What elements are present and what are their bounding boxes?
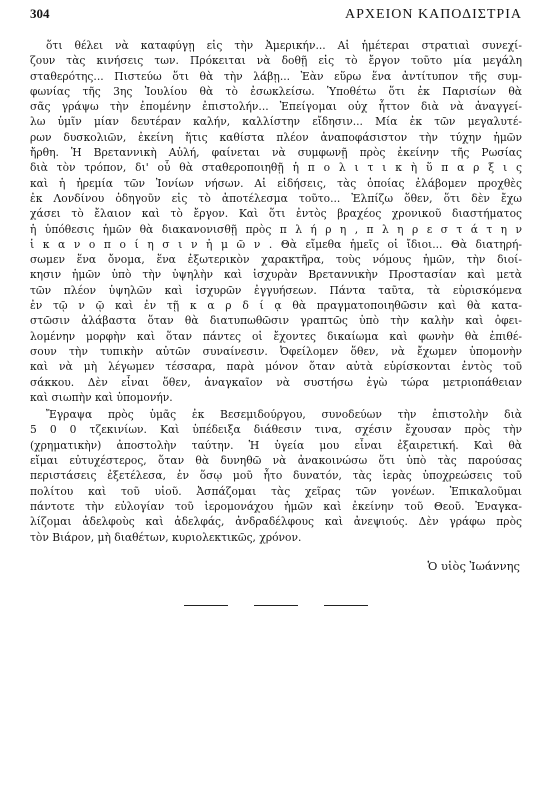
text-line: σταθερότης... Πιστεύω ὅτι θὰ τὴν λάβῃ... Ἐὰν εὕρω ἕνα ἀντίτυπον τῆς συμ- — [30, 69, 522, 83]
end-ornament — [30, 605, 522, 606]
text-line: στῶσιν ἀλάβαστα ὅταν θὰ διατυπωθῶσιν γραπτῶς ὑπὸ τὴν καλὴν καὶ ὀφει- — [30, 314, 522, 328]
text-line: εἴμαι εὐτυχέστερος, ὅταν θὰ δυνηθῶ νὰ ἀνακοινώσω ὅτι ὑπὸ τὰς παρούσας — [30, 454, 522, 468]
text-line: διὰ τὸν τρόπον, δι' οὗ θὰ σταθεροποιηθῇ ἡ π ο λ ι τ ι κ ὴ ὕ π α ρ ξ ι ς — [30, 161, 522, 175]
text-line: ἱ κ α ν ο π ο ί η σ ι ν ἡ μ ῶ ν . Θὰ εἴμεθα ἡμεῖς οἱ ἴδιοι... Θὰ διατηρή- — [30, 237, 522, 251]
text-line: φωνίας τῆς 3ης Ἰουλίου θὰ τὸ ἐσωκλείσω. Ὑποθέτω ὅτι ἐκ Παρισίων θὰ — [30, 84, 522, 98]
letter-paragraph-1 — [30, 38, 522, 405]
end-rule — [254, 605, 298, 606]
text-line: πάντοτε τὴν εὐλογίαν τοῦ ἱερομονάχου ἡμῶν καὶ ἐκείνην τοῦ Θεοῦ. Ἐναγκα- — [30, 499, 522, 513]
text-line: 5 0 0 τζεκινίων. Καὶ ὑπέδειξα διάθεσιν τινα, σχέσιν ἔχουσαν πρὸς τὴν — [30, 423, 522, 437]
text-line: καὶ νὰ μὴ λέγωμεν τέσσαρα, παρὰ μόνον ὅταν αὐτὰ εὑρίσκονται ἐντὸς τοῦ — [30, 360, 522, 374]
text-line: (χρηματικὴν) ἀποστολὴν ταύτην. Ἡ ὑγεία μου εἶναι ἐξαιρετική. Καὶ θὰ — [30, 438, 522, 452]
text-line: σουν τὴν τυπικὴν αὐτῶν συναίνεσιν. Ὀφείλομεν ὅθεν, νὰ ἔχωμεν ὑπομονὴν — [30, 344, 522, 358]
text-line: λω ὑμῖν μίαν δευτέραν καλήν, καλλίστην εἴδησιν... Μία ἐκ τῶν μεγαλυτέ- — [30, 115, 522, 129]
text-line: καὶ σιωπὴν καὶ ὑπομονήν. — [30, 390, 173, 404]
text-line: κησιν ἡμῶν ὑπὸ τὴν ὑψηλὴν καὶ ἰσχυρὰν Βρεταννικὴν Προστασίαν καὶ μετὰ — [30, 268, 522, 282]
text-line: καὶ ἡ ἠρεμία τῶν Ἰονίων νήσων. Αἱ εἰδήσεις, τὰς ὁποίας ἐλάβομεν προχθὲς — [30, 176, 522, 190]
signature: Ὁ υἱὸς Ἰωάννης — [427, 558, 520, 573]
text-line: σᾶς γράψω τὴν ἐπομένην ἐπιστολήν... Ἐπείγομαι οὐχ ἧττον διὰ νὰ ἀναγγεί- — [30, 100, 522, 114]
text-line: ἐκ Λονδίνου ὁδηγοῦν εἰς τὸ ἀποτέλεσμα τοῦτο... Ἐλπίζω ὅθεν, ὅτι δὲν ἔχω — [30, 191, 522, 205]
page-number: 304 — [30, 6, 50, 21]
text-line: τῶν πλέον ὑψηλῶν καὶ ἰσχυρῶν ἐγγυήσεων. Πάντα ταῦτα, τὰ εὑρισκόμενα — [30, 283, 522, 297]
end-rule — [184, 605, 228, 606]
text-line: ὅτι θέλει νὰ καταφύγῃ εἰς τὴν Ἀμερικήν... Αἱ ἡμέτεραι στρατιαὶ συνεχί- — [46, 39, 522, 52]
letter-paragraph-2 — [30, 407, 522, 545]
text-line: λομένην μορφὴν καὶ ὅταν πάντες οἱ ἔχοντες δικαίωμα καὶ φωνὴν θὰ ἐπιθέ- — [30, 329, 522, 343]
end-rule — [324, 605, 368, 606]
text-line: πολίτου καὶ τοῦ υἱοῦ. Ἀσπάζομαι τὰς χεῖρας τῶν γονέων. Ἐπικαλοῦμαι — [30, 484, 522, 498]
text-line: περιστάσεις ἐξετέλεσα, ἐν ὅσῳ μοῦ ἦτο δυνατόν, τὰς ἱερὰς ὑποχρεώσεις τοῦ — [30, 469, 522, 483]
text-line: ἡ ὑπόθεσις ἡμῶν θὰ διακανονισθῇ πρὸς π λ ή ρ η , π λ η ρ ε σ τ ά τ η ν — [30, 222, 522, 236]
text-line: Ἔγραψα πρὸς ὑμᾶς ἐκ Βεσεμιδούργου, συνοδεύων τὴν ἐπιστολὴν διὰ — [46, 408, 522, 422]
text-line: σάκκου. Δὲν εἶναι ὅθεν, ἀναγκαῖον νὰ συστήσω ἐγὼ τώρα μετριοπάθειαν — [30, 375, 522, 389]
text-line: λίζομαι ἀδελφοὺς καὶ ἀδελφάς, ἀνδραδέλφους καὶ ἀνεψιούς. Δὲν γράφω πρὸς — [30, 515, 522, 529]
text-line: χάσει τὸ ἔλαιον καὶ τὸ ἔργον. Καὶ ὅτι ἐντὸς βραχέος χρονικοῦ διαστήματος — [30, 207, 522, 221]
text-line: ζουν τὰς κινήσεις των. Πρόκειται νὰ δοθῇ εἰς τὸ ἔργον τοῦτο μία μεγάλη — [30, 54, 522, 68]
text-line: σωμεν ἕνα ὄνομα, ἕνα ἐξωτερικὸν χαρακτῆρα, τοὺς νόμους ἡμῶν, τὴν διοί- — [30, 253, 522, 267]
page-header — [30, 6, 522, 28]
running-title: ΑΡΧΕΙΟΝ ΚΑΠΟΔΙΣΤΡΙΑ — [345, 7, 522, 22]
text-line: ἐν τῷ ν ῷ καὶ ἐν τῇ κ α ρ δ ί ᾳ θὰ πραγματοποιηθῶσιν καὶ θὰ κατα- — [30, 299, 522, 313]
text-line: τὸν Βιάρον, μὴ διαθέτων, κυριολεκτικῶς, χρόνον. — [30, 530, 302, 544]
text-line: ρων δυσκολιῶν, ἐκείνη ἥτις καθίστα πλέον ἀναποφάσιστον τὴν τύχην ἡμῶν — [30, 130, 522, 144]
text-line: ἤρθη. Ἡ Βρεταννικὴ Αὐλή, φαίνεται νὰ συμφωνῇ πρὸς ἐκείνην τῆς Ρωσίας — [30, 146, 522, 160]
